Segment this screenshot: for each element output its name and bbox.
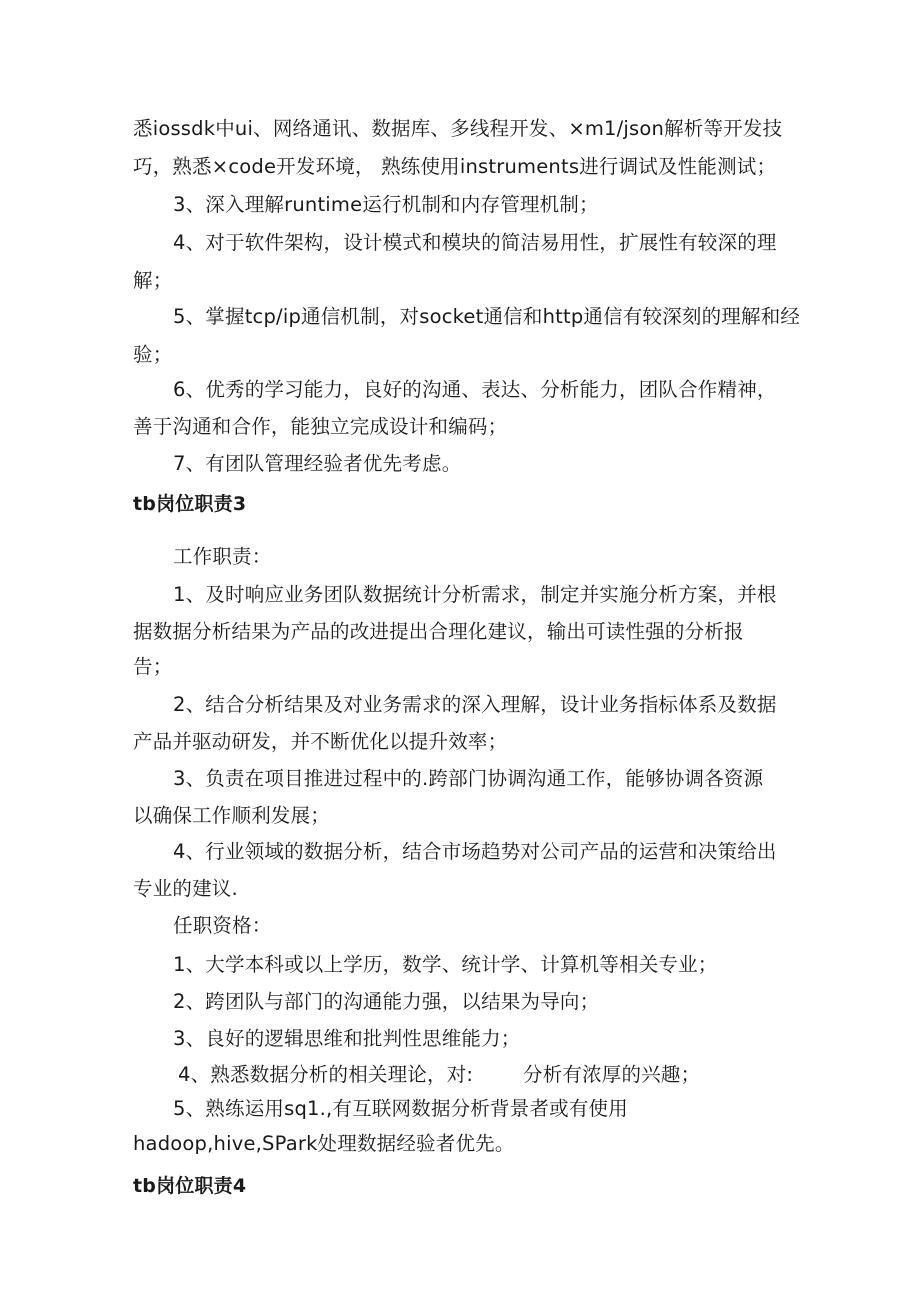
paragraph-line: 验； <box>133 343 173 366</box>
paragraph-line: 3、负责在项目推进过程中的.跨部门协调沟通工作，能够协调各资源 <box>173 767 764 790</box>
paragraph-line: 5、掌握tcp/ip通信机制，对socket通信和http通信有较深刻的理解和经 <box>173 305 801 328</box>
duties-label: 工作职责： <box>173 545 272 568</box>
paragraph-line: 巧，熟悉×code开发环境， 熟练使用instruments进行调试及性能测试； <box>133 155 777 178</box>
paragraph-line: 4、熟悉数据分析的相关理论，对: <box>178 1063 474 1086</box>
paragraph-line: 3、深入理解runtime运行机制和内存管理机制； <box>173 193 599 216</box>
paragraph-line: 产品并驱动研发，并不断优化以提升效率； <box>133 730 508 753</box>
paragraph-line: 4、行业领域的数据分析，结合市场趋势对公司产品的运营和决策给出 <box>173 840 777 863</box>
paragraph-line: 1、及时响应业务团队数据统计分析需求，制定并实施分析方案，并根 <box>173 583 777 606</box>
paragraph-line: 6、优秀的学习能力，良好的沟通、表达、分析能力，团队合作精神， <box>173 378 777 401</box>
paragraph-line: 4、对于软件架构，设计模式和模块的简洁易用性，扩展性有较深的理 <box>173 231 777 254</box>
paragraph-line: 以确保工作顺利发展； <box>133 804 331 827</box>
paragraph-line: 5、熟练运用sq1.,有互联网数据分析背景者或有使用 <box>173 1097 628 1120</box>
section-heading-3: tb岗位职责3 <box>133 493 247 515</box>
paragraph-line: 解； <box>133 269 173 292</box>
requirements-label: 任职资格： <box>173 914 272 937</box>
paragraph-line: 善于沟通和合作，能独立完成设计和编码； <box>133 415 508 438</box>
paragraph-line: 告； <box>133 655 173 678</box>
paragraph-line: 悉iossdk中ui、网络通讯、数据库、多线程开发、×m1/json解析等开发技 <box>133 117 783 140</box>
section-heading-4: tb岗位职责4 <box>133 1175 247 1197</box>
paragraph-line: 2、结合分析结果及对业务需求的深入理解，设计业务指标体系及数据 <box>173 693 777 716</box>
paragraph-line: 专业的建议. <box>133 877 238 900</box>
paragraph-line: 3、良好的逻辑思维和批判性思维能力； <box>173 1027 521 1050</box>
paragraph-line: hadoop,hive,SPark处理数据经验者优先。 <box>133 1132 515 1155</box>
paragraph-line: 据数据分析结果为产品的改进提出合理化建议，输出可读性强的分析报 <box>133 620 744 643</box>
paragraph-line: 2、跨团队与部门的沟通能力强，以结果为导向； <box>173 990 600 1013</box>
paragraph-line: 1、大学本科或以上学历，数学、统计学、计算机等相关专业； <box>173 953 718 976</box>
paragraph-line: 分析有浓厚的兴趣； <box>523 1063 701 1086</box>
paragraph-line: 7、有团队管理经验者优先考虑。 <box>173 452 462 475</box>
